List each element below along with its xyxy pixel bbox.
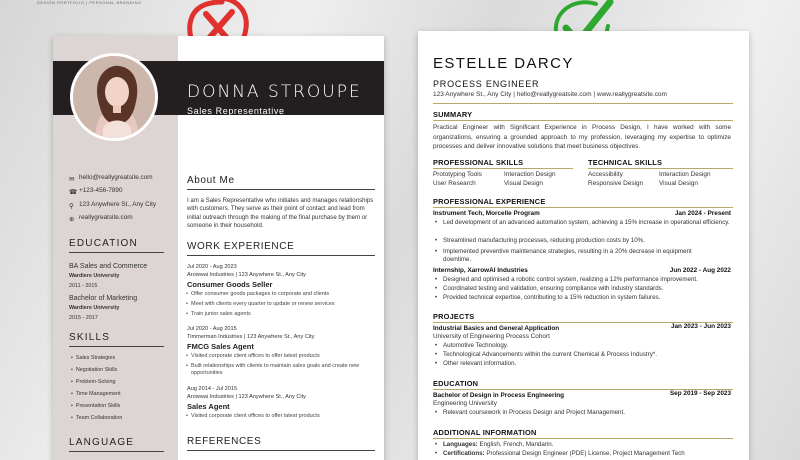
divider [433, 103, 733, 104]
skill-item: Interaction Design [504, 171, 556, 178]
contact-address: ⚲ 123 Anywhere St., Any City [69, 201, 157, 210]
divider [588, 168, 733, 169]
additional-item: • Languages: English, French, Mandarin. [443, 441, 738, 449]
project-dates: Jan 2023 - Jun 2023 [670, 323, 731, 330]
skill-item: User Research [433, 180, 476, 187]
skill-item: Interaction Design [659, 171, 711, 178]
good-resume-example [418, 31, 749, 460]
job-title: Consumer Goods Seller [187, 280, 273, 289]
tech-skills-heading: TECHNICAL SKILLS [588, 158, 663, 167]
education-heading: EDUCATION [69, 238, 138, 249]
globe-icon: ⊕ [69, 215, 75, 223]
summary-text: Practical Engineer with Significant Experience in Process Design, I have worked with some organizations, ensuring a grounded approach to my profession, leveraging my expertise to optimize processes and deliver innovative solutions that meet business objectives. [433, 124, 731, 150]
education-bullet: • Relevant coursework in Process Design and Project Management. [443, 409, 738, 417]
divider [187, 189, 375, 190]
contact-email: ✉ hello@reallygreatsite.com [69, 174, 153, 183]
skill-item: • Sales Strategies [71, 355, 115, 361]
skill-item: • Team Collaboration [71, 415, 122, 421]
job-title: Sales Agent [187, 402, 230, 411]
project-bullet: • Other relevant information. [443, 360, 738, 368]
job-company: Arowwai Industries | 123 Anywhere St., Any City [187, 272, 306, 278]
job-bullet: • Offer consumer goods packages to corporate and clients [191, 291, 375, 298]
experience-heading: PROFESSIONAL EXPERIENCE [433, 197, 546, 206]
skill-item: • Problem-Solving [71, 379, 115, 385]
divider [433, 438, 733, 439]
project-bullet: • Automotive Technology. [443, 342, 738, 350]
education-item: Bachelor of Marketing Wardiere University 2015 - 2017 [69, 295, 138, 321]
skills-heading: SKILLS [69, 332, 111, 343]
job-bullet: • Train junior sales agents [191, 311, 375, 318]
education-dates: Sep 2019 - Sep 2023 [669, 390, 731, 397]
phone-icon: ☎ [69, 188, 77, 196]
bad-resume-example [53, 36, 384, 460]
job-dates: Jul 2020 - Aug 2015 [187, 326, 237, 332]
skill-item: Accessibility [588, 171, 623, 178]
job-bullet: • Visited corporate client offices to offer latest products [191, 353, 375, 360]
divider [187, 450, 375, 451]
additional-item: • Certifications: Professional Design Engineer (PDE) License, Project Management Tech [443, 450, 738, 458]
divider [433, 168, 573, 169]
candidate-name: ESTELLE DARCY [433, 55, 574, 72]
project-bullet: • Technological Advancements within the current Chemical & Process Industry*. [443, 351, 738, 359]
additional-heading: ADDITIONAL INFORMATION [433, 428, 537, 437]
about-text: I am a Sales Representative who initiates and manages relationships with customers. They serve as their point of contact and lead from initial outreach through the making of the final purchase by them or someone in their household. [187, 197, 374, 229]
job-bullet: • Coordinated testing and validation, ensuring compliance with industry standards. [443, 285, 738, 293]
divider [69, 451, 164, 452]
job-dates: Jan 2024 - Present [674, 210, 731, 217]
language-heading: LANGUAGE [69, 437, 135, 448]
job-company: Arowwai Industries | 123 Anywhere St., Any City [187, 394, 306, 400]
candidate-role: PROCESS ENGINEER [433, 79, 540, 89]
school: Engineering University [433, 400, 497, 407]
project-org: University of Engineering Process Cohort [433, 333, 550, 340]
contact-line: 123 Anywhere St., Any City | hello@reallygreatsite.com | www.reallygreatsite.com [433, 91, 667, 98]
job-bullet: • Designed and optimised a robotic control system, realizing a 12% performance improvement. [443, 276, 738, 284]
job-bullet: • Led development of an advanced automation system, achieving a 15% increase in operational efficiency. [443, 219, 738, 227]
job-bullet: • Meet with clients every quarter to update or renew services [191, 301, 375, 308]
skill-item: • Presentation Skills [71, 403, 120, 409]
job-bullet: • Built relationships with clients to maintain sales goals and create new opportunities [191, 363, 375, 378]
divider [69, 252, 164, 253]
skill-item: Prototyping Tools [433, 171, 482, 178]
job-bullet: • Visited corporate client offices to offer latest products [191, 413, 375, 420]
project-title: Industrial Basics and General Application [433, 325, 560, 332]
about-heading: About Me [187, 175, 235, 186]
skill-item: Visual Design [504, 180, 543, 187]
job-title: Instrument Tech, Morcelle Program [433, 210, 540, 217]
degree: Bachelor of Design in Process Engineering [433, 392, 565, 399]
header-caption: DESIGN PORTFOLIO | PERSONAL BRANDING [37, 0, 142, 5]
summary-heading: SUMMARY [433, 110, 473, 119]
job-bullet: • Implemented preventive maintenance strategies, resulting in a 20% decrease in equipment downtime. [443, 248, 713, 264]
candidate-name: DONNA STROUPE [187, 82, 362, 102]
job-title: FMCG Sales Agent [187, 342, 254, 351]
contact-website: ⊕ reallygreatsite.com [69, 214, 133, 223]
job-company: Timmerman Industries | 123 Anywhere St., Any City [187, 334, 315, 340]
education-heading: EDUCATION [433, 379, 479, 388]
education-item: BA Sales and Commerce Wardiere University 2011 - 2015 [69, 263, 148, 289]
location-icon: ⚲ [69, 202, 74, 210]
mail-icon: ✉ [69, 175, 75, 183]
work-heading: WORK EXPERIENCE [187, 241, 295, 252]
job-dates: Jul 2020 - Aug 2023 [187, 264, 237, 270]
divider [69, 346, 164, 347]
divider [187, 255, 375, 256]
profile-photo [70, 53, 158, 141]
pro-skills-heading: PROFESSIONAL SKILLS [433, 158, 524, 167]
candidate-role: Sales Representative [187, 106, 285, 116]
projects-heading: PROJECTS [433, 312, 475, 321]
skill-item: • Negotiation Skills [71, 367, 117, 373]
job-title: Internship, XarrowAI Industries [433, 267, 528, 274]
job-bullet: • Provided technical expertise, contributing to a 15% reduction in system failures. [443, 294, 738, 302]
job-dates: Aug 2014 - Jul 2015 [187, 386, 238, 392]
divider [433, 207, 733, 208]
contact-phone: ☎ +123-456-7890 [69, 187, 123, 196]
divider [433, 120, 733, 121]
skill-item: Visual Design [659, 180, 698, 187]
references-heading: REFERENCES [187, 436, 262, 447]
skill-item: • Time Management [71, 391, 121, 397]
skill-item: Responsive Design [588, 180, 644, 187]
job-dates: Jun 2022 - Aug 2022 [669, 267, 731, 274]
job-bullet: • Streamlined manufacturing processes, reducing production costs by 10%. [443, 237, 738, 245]
